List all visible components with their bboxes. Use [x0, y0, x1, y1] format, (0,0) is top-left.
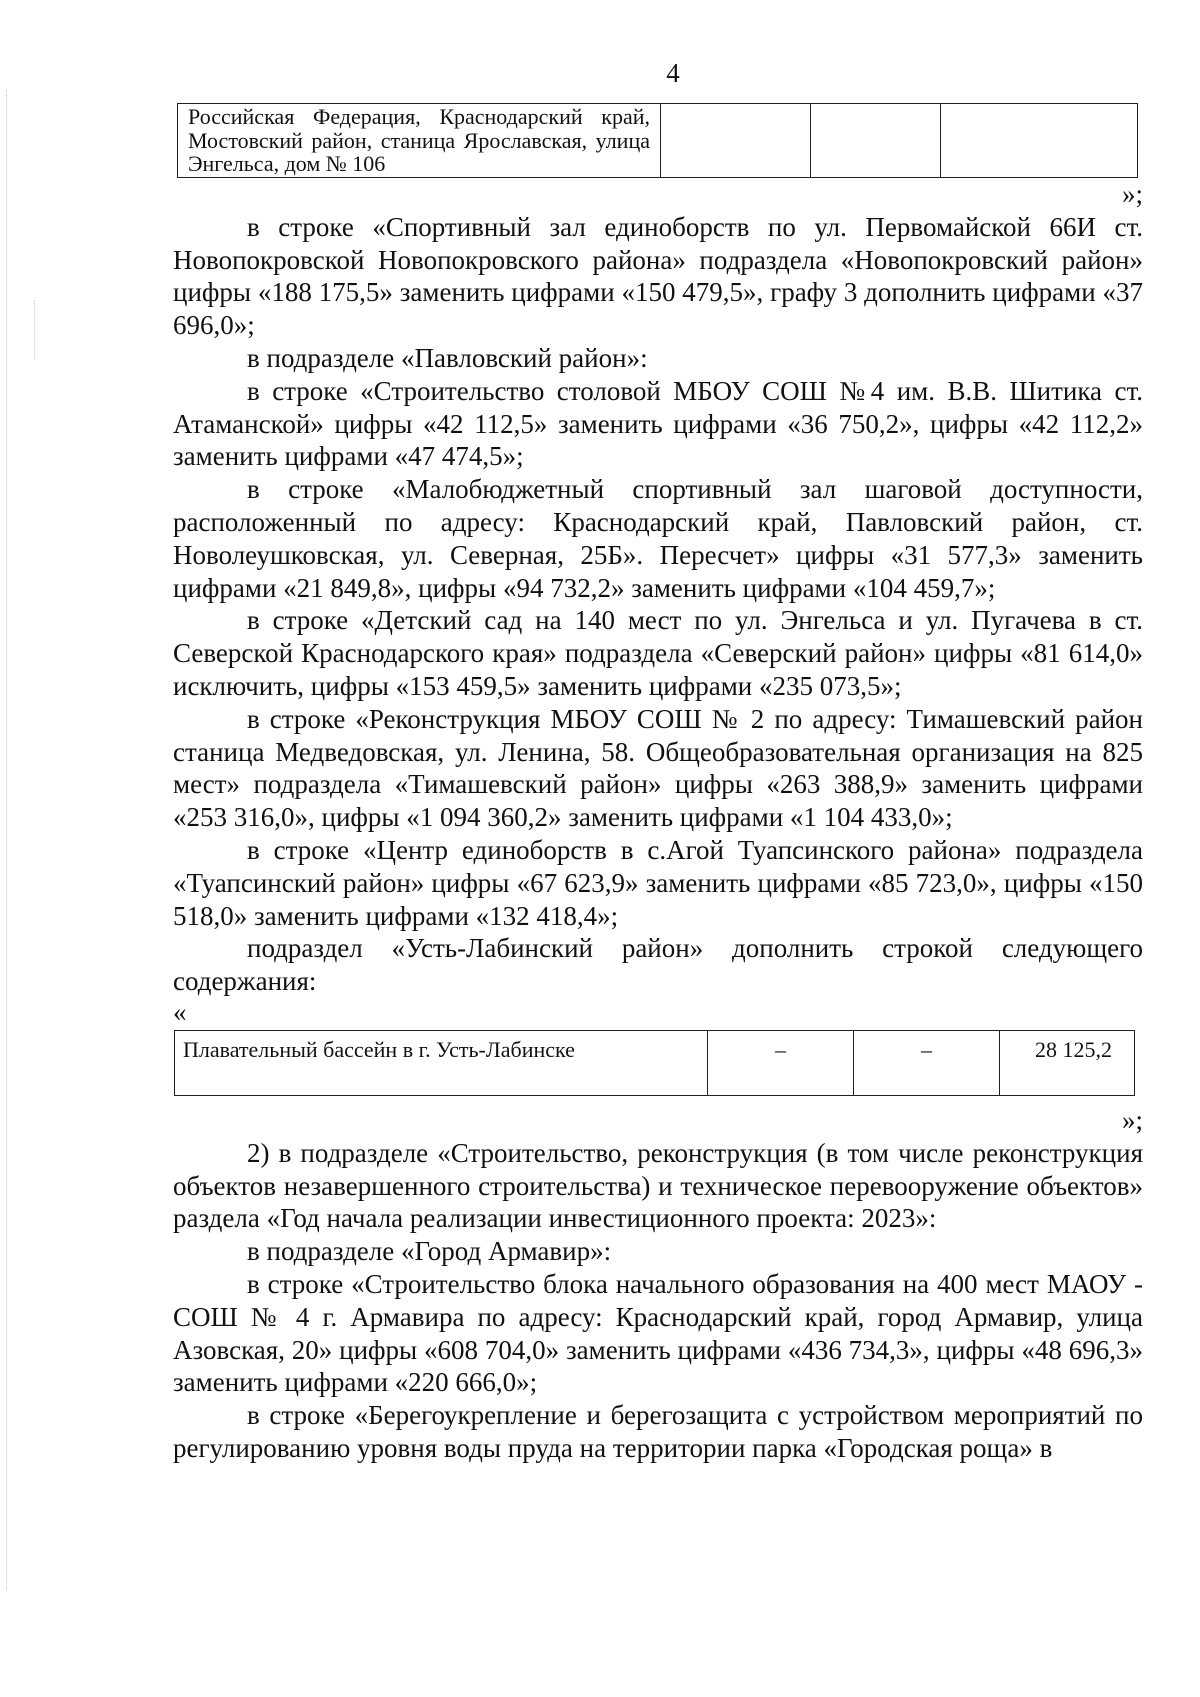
- paragraph: 2) в подразделе «Строительство, реконструкция (в том числе реконструкция объектов незавершенного строительства) и техническое перевооружение объектов» раздела «Год начала реализации инвестиционного проекта: 2023»:: [173, 1137, 1143, 1234]
- paragraph: в подразделе «Павловский район»:: [247, 342, 648, 373]
- paragraph: в подразделе «Город Армавир»:: [247, 1236, 612, 1267]
- closing-quote-mark: »;: [1121, 179, 1143, 209]
- paragraph: в строке «Берегоукрепление и берегозащита с устройством мероприятий по регулированию уровня воды пруда на территории парка «Городская роща» в: [173, 1400, 1143, 1463]
- paragraph: подраздел «Усть-Лабинский район» дополнить строкой следующего содержания:: [173, 933, 1143, 997]
- table-row: [178, 104, 1138, 178]
- page-number: 4: [666, 58, 680, 88]
- paragraph: в строке «Центр единоборств в с.Агой Туапсинского района» подраздела «Туапсинский район» цифры «67 623,9» заменить цифрами «85 723,0», цифры «150 518,0» заменить цифрами «132 418,4»;: [173, 834, 1143, 931]
- address-cell: Российская Федерация, Краснодарский край, Мостовский район, станица Ярославская, улица Энгельса, дом № 106: [178, 104, 661, 178]
- paragraph: в строке «Реконструкция МБОУ СОШ № 2 по адресу: Тимашевский район станица Медведовская, ул. Ленина, 58. Общеобразовательная организация на 825 мест» подраздела «Тимашевский район» цифры «263 388,9» заменить цифрами «253 316,0», цифры «1 094 360,2» заменить цифрами «1 104 433,0»;: [173, 703, 1143, 833]
- continued-table: [177, 103, 1138, 178]
- opening-quote-mark: «: [173, 996, 187, 1027]
- paragraph: в строке «Строительство блока начального образования на 400 мест МАОУ - СОШ № 4 г. Армавира по адресу: Краснодарский край, город Армавир, улица Азовская, 20» цифры «608 704,0» заменить цифрами «436 734,3», цифры «48 696,3» заменить цифрами «220 666,0»;: [173, 1268, 1143, 1398]
- paragraph: в строке «Спортивный зал единоборств по ул. Первомайской 66И ст. Новопокровской Новопокровского района» подраздела «Новопокровский район» цифры «188 175,5» заменить цифрами «150 479,5», графу 3 дополнить цифрами «37 696,0»;: [173, 211, 1143, 341]
- table-cell: –: [708, 1030, 854, 1095]
- new-row-table: [174, 1030, 1135, 1096]
- paragraph: в строке «Детский сад на 140 мест по ул. Энгельса и ул. Пугачева в ст. Северской Краснодарского края» подраздела «Северский район» цифры «81 614,0» исключить, цифры «153 459,5» заменить цифрами «235 073,5»;: [173, 605, 1143, 701]
- scan-margin-artifact: [6, 90, 9, 1590]
- paragraph: в строке «Малобюджетный спортивный зал шаговой доступности, расположенный по адресу: Краснодарский край, Павловский район, ст. Новолеушковская, ул. Северная, 25Б». Пересчет» цифры «31 577,3» заменить цифрами «21 849,8», цифры «94 732,2» заменить цифрами «104 459,7»;: [173, 474, 1143, 603]
- table-cell: [941, 104, 1138, 178]
- table-cell: [661, 104, 811, 178]
- table-cell: [811, 104, 941, 178]
- amount-cell: 28 125,2: [1000, 1030, 1135, 1095]
- document-body: [173, 178, 1143, 1465]
- table-cell: –: [854, 1030, 1000, 1095]
- closing-quote-mark: »;: [1121, 1104, 1143, 1135]
- table-row: [175, 1030, 1135, 1095]
- scan-margin-artifact: [34, 300, 37, 360]
- paragraph: в строке «Строительство столовой МБОУ СОШ №4 им. В.В. Шитика ст. Атаманской» цифры «42 112,5» заменить цифрами «36 750,2», цифры «42 112,2» заменить цифрами «47 474,5»;: [173, 375, 1143, 472]
- facility-name-cell: Плавательный бассейн в г. Усть-Лабинске: [175, 1030, 708, 1095]
